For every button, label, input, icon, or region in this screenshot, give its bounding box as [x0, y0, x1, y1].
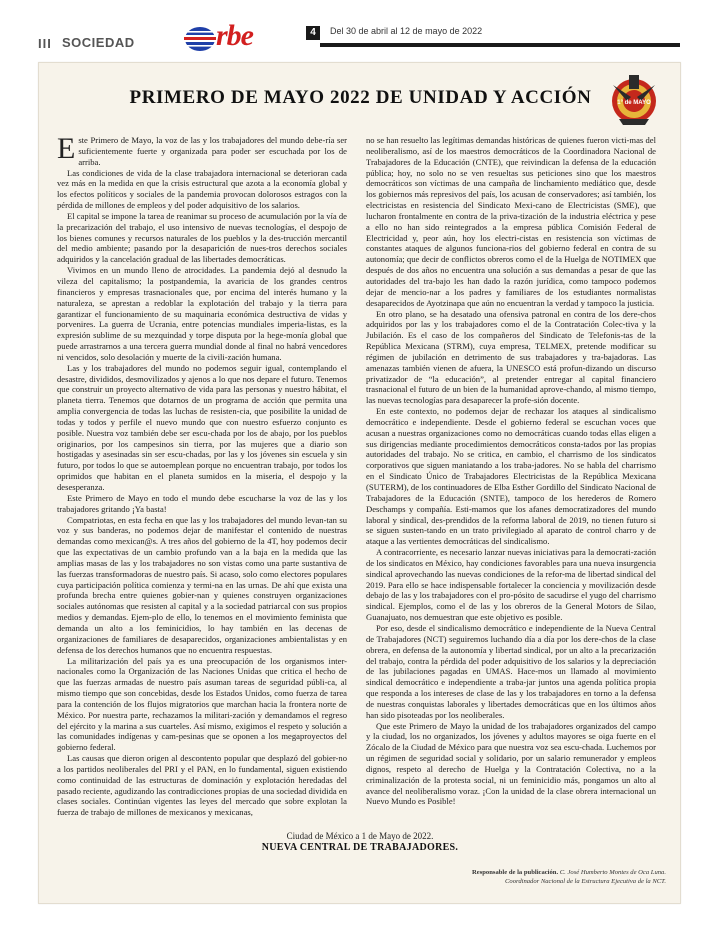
article-title: PRIMERO DE MAYO 2022 DE UNIDAD Y ACCIÓN	[129, 87, 592, 108]
article-paragraph: En este contexto, no podemos dejar de rechazar los ataques al sindicalismo democrático e independiente. Desde el gobierno federal se escuchan voces que acusan a nuestras organizaciones como no democráticas cuando todas ellas eligen a sus dirigencias mediante procedimientos democráticos consta-tados por las propias autoridades del trabajo. No se critica, en cambio, el charrismo de los sindicatos corporativos que siguen maniatando a los traba-jadores. No se habla del charrismo en el Sindicato Único de Trabajadores Electricistas de la República Mexicana (SUTERM), de los continuadores de Elba Esther Gordillo del Sindicato Nacional de Trabajadores de la Educación (SNTE), tampoco de los herederos de Romero Deschamps y compañía. Esti-mamos que los afanes democratizadores del mundo laboral y sindical, des-prendidos de la reforma laboral de 2019, no tienen futuro si se siguen susten-tando en un trato privilegiado al aparato de control charro y de ataque a las vertientes democráticas del sindicalismo.	[366, 406, 656, 547]
article-column-left	[57, 132, 347, 818]
article-paragraph: Vivimos en un mundo lleno de atrocidades. La pandemia dejó al desnudo la vileza del capitalismo; la postpandemia, la avaricia de los grandes centros financieros y empresas trasnacionales que, por encima del interés humano y la naturaleza, se aprestan a redoblar la explotación del trabajo y la tierra para garantizar el funcionamiento de su maquinaria económica destructiva de vidas y porvenires. La guerra de Ucrania, entre potencias mundiales imperia-listas, es la expresión sublime de su mezquindad y torpe disputa por la hege-monía global que puede arrastrarnos a una tercera guerra mundial donde al final no habrá vencedores ni vencidos, solo desolación y muerte de la civili-zación humana.	[57, 265, 347, 362]
article-paragraph: Por eso, desde el sindicalismo democrático e independiente de la Nueva Central de Trabajadores (NCT) seguiremos luchando día a día por los dere-chos de la clase obrera, en defensa de la autonomía y libertad sindical, por un alto a la precarización del trabajo, contra la pérdida del poder adquisitivo de los salarios y la depreciación de las jubilaciones pagadas en UMAS. Hace-mos un llamado al movimiento sindical democrático e independiente a traba-jar juntos una agenda política propia que responda a los intereses de clase de las y los trabajadores en torno a la defensa de nuestras conquistas laborales y libertades democráticas que en los últimos años han sido pisoteadas por los neoliberales.	[366, 622, 656, 720]
issue-date-range: Del 30 de abril al 12 de mayo de 2022	[330, 26, 483, 36]
article-paragraph: Que este Primero de Mayo la unidad de los trabajadores organizados del campo y la ciudad, los no organizados, los jóvenes y adultos mayores se oiga fuerte en el Zócalo de la Ciudad de México para que nuestra voz sea escu-chada. Luchemos por un régimen de seguridad social y solidario, por un salario remunerador y empleos dignos, respeto al derecho de Huelga y la Contratación Colectiva, no a la criminalización de la protesta social, ni un feminicidio más, pongamos un alto al avance del neoliberalismo voraz. ¡Con la unidad de la clase obrera internacional un Nuevo Mundo es Posible!	[366, 720, 656, 807]
article-paragraph: A contracorriente, es necesario lanzar nuevas iniciativas para la democrati-zación de los sindicatos en México, hay condiciones favorables para una nueva insurgencia sindical aprovechando las nuevas condiciones de la refor-ma de libertad sindical del 2019. Para ello se hace indispensable fortalecer la conciencia y movilización desde debajo de las y los trabajadores con el pro-pósito de sacudirse el yugo del charrismo sindical. Ejemplos, como el de las y los obreros de la General Motors de Silao, Guanajuato, nos demuestran que este objetivo es posible.	[366, 547, 656, 623]
section-bars: III	[38, 36, 52, 51]
article-paragraph: Compatriotas, en esta fecha en que las y los trabajadores del mundo levan-tan su voz y sus banderas, no podemos dejar de manifestar el contenido de nuestras demandas como mexican@s. A tres años del gobierno de la 4T, hoy podemos decir que las expectativas de un cambio profundo van a la baja en la medida que las amplias masas de las y los trabajadores no son vistas como una parte sustantiva de las fuerzas transformadoras de nuestro país. Si acaso, solo como electores populares cuya participación política comienza y termi-na en las urnas. De ahí que exista una profunda brecha entre quienes gobier-nan y quienes construyen organizaciones sociales autónomas que resisten al capital y a la sociedad patriarcal con sus propios medios y demandas. Ejem-plo de ello, lo tenemos en el movimiento feminista que demanda un alto a los feminicidios, lo hay también en las decenas de organizaciones de familiares de desaparecidos, organizaciones ambientalistas y en defensa de los derechos humanos que no encuentra respuestas.	[57, 514, 347, 655]
closing-organization: NUEVA CENTRAL DE TRABAJADORES.	[261, 842, 459, 853]
article-paragraph: En otro plano, se ha desatado una ofensiva patronal en contra de los dere-chos adquiridos por las y los trabajadores como el de la Contratación Colec-tiva y la Jubilación. Es el caso de los compañeros del Sindicato de Telefonis-tas de la República Mexicana (STRM), cuya empresa, TELMEX, pretende modificar su régimen de jubilación en detrimento de sus trabajadores y tra-bajadoras. Las amenazas también vienen de afuera, la UNESCO está profun-dizando un discurso privatizador de “la educación”, al pretender entregar al capital financiero trasnacional el futuro de un bien de la humanidad aprove-chando, al mismo tiempo, las nuevas tecnologías para desaparecer la profe-sión docente.	[366, 308, 656, 406]
page-number: 4	[306, 26, 320, 40]
article-column-right	[366, 135, 656, 807]
article-paragraph: Este Primero de Mayo en todo el mundo debe escucharse la voz de las y los trabajadores gritando ¡Ya basta!	[57, 492, 347, 514]
article-paragraph: Las y los trabajadores del mundo no podemos seguir igual, contemplando el desastre, divididos, desmovilizados y ajenos a lo que nos depare el futuro. Tenemos que construir un proyecto alternativo de vida para las personas y nuestro hábitat, el planeta tierra. Tenemos que dotarnos de un programa de acción que permita una amplia convergencia de todas las luchas de resisten-cia, que posibilite la unidad de todas y todos y perfile el nuevo mundo que con nuestro esfuerzo conjunto es posible. Nuestra voz también debe ser escu-chada por los de abajo, por los pueblos originarios, por los campesinos sin tierra, por las mujeres que a diario son hostigadas y asesinadas sin ser escu-chadas, por las y los jóvenes sin escuela y sin futuro, por todos lo que se autoemplean porque no encuentran trabajo, por todos los oprimidos que habitan en el planeta sumidos en la miseria, el despojo y la desesperanza.	[57, 362, 347, 492]
seal-text: 1° de MAYO	[617, 100, 651, 106]
closing-city-date: Ciudad de México a 1 de Mayo de 2022.	[286, 831, 434, 841]
publication-credit	[472, 869, 666, 886]
responsible-name: C. José Humberto Montes de Oca Luna.	[559, 869, 666, 876]
article-paragraph: Las condiciones de vida de la clase trabajadora internacional se deterioran cada vez más en la medida en que la crisis estructural que azota a la economía global y los efectos políticos y sociales de la pandemia provocan dolorosos estragos con la pérdida de millones de empleos y del poder adquisitivo de los salarios.	[57, 167, 347, 211]
responsible-role: Coordinador Nacional de la Estructura Ejecutiva de la NCT.	[505, 877, 666, 885]
article-paragraph: El capital se impone la tarea de reanimar su proceso de acumulación por la vía de la precarización del trabajo, el uso intensivo de nuevas tecnologías, el despojo de los bienes comunes y recursos naturales de los pueblos y la des-trucción mercantil del medio ambiente; pasando por la desaparición de nues-tros derechos sociales adquiridos y la cancelación gradual de las libertades democráticas.	[57, 210, 347, 265]
header-rule	[320, 43, 680, 47]
logo-wordmark: rbe	[216, 19, 253, 52]
page-header	[0, 0, 720, 58]
article-card	[38, 62, 681, 904]
may-day-seal-icon	[605, 71, 663, 129]
closing-signature	[57, 831, 663, 853]
section-name: SOCIEDAD	[62, 35, 135, 50]
article-paragraph: Las causas que dieron origen al descontento popular que desplazó del gobier-no a los partidos neoliberales del PRI y el PAN, en lo fundamental, siguen existiendo como continuidad de las estructuras de dominación y explotación heredadas del pasado reciente, agudizando las contradicciones propias de una sociedad dividida en clases sociales. Continúan vigentes las leyes del mercado que sobre explotan la fuerza de trabajo de millones de mexicanos y mexicanas,	[57, 753, 347, 818]
responsible-label: Responsable de la publicación.	[472, 869, 559, 876]
article-paragraph: no se han resuelto las legítimas demandas históricas de quienes fueron victi-mas del neoliberalismo, así de los maestros democráticos de la Coordinadora Nacional de Trabajadores de la Educación (CNTE), que reivindican la defensa de la educación pública; hoy, no solo no se ven resueltas sus peticiones sino que los maestros democráticos son víctimas de una campaña de linchamiento mediático que, desde los gobiernos más represivos del país, los acusan de conservadores; así también, los electricistas en resistencia del Sindicato Mexi-cano de Electricistas (SME), que lucharon frontalmente en contra de la priva-tización de la industria eléctrica y pese a ello no han sido reintegrados a la empresa pública Comisión Federal de Electricidad y, peor aún, hoy los electri-cistas en resistencia son víctimas de constantes ataques de algunos funciona-rios del gobierno federal en contra de su autonomía; que decir de conflictos obreros como el de la Huelga de NOTIMEX que después de dos años no encuentra una solución a sus demandas a pesar de que las autoridades del tra-bajo les han dado la razón jurídica, como tampoco podemos dejar de mencio-nar a los padres y familiares de los estudiantes normalistas desaparecidos de Ayotzinapa que aún no encuentran la verdad y tampoco la justicia.	[366, 135, 656, 308]
article-paragraph: La militarización del país ya es una preocupación de los organismos inter-nacionales como la Organización de las Naciones Unidas que critica el hecho de que las fuerzas armadas de nuestro país asuman tareas de seguridad públi-ca, al mismo tiempo que son concebidas, desde los Estados Unidos, como fuerza de tarea para la contención de los flujos migratorios que marchan hacia la frontera norte de México. Por nuestra parte, rechazamos la militari-zación y demandamos el regreso del ejército y la marina a sus cuarteles. Así mismo, exigimos el respeto y solución a las comunidades indígenas y cam-pesinas que se oponen a los megaproyectos del gobierno federal.	[57, 655, 347, 753]
article-paragraph: Este Primero de Mayo, la voz de las y los trabajadores del mundo debe-ría ser suficientemente fuerte y organizada para poder ser escuchada por los de arriba.	[57, 132, 347, 167]
drop-cap: E	[57, 132, 76, 165]
